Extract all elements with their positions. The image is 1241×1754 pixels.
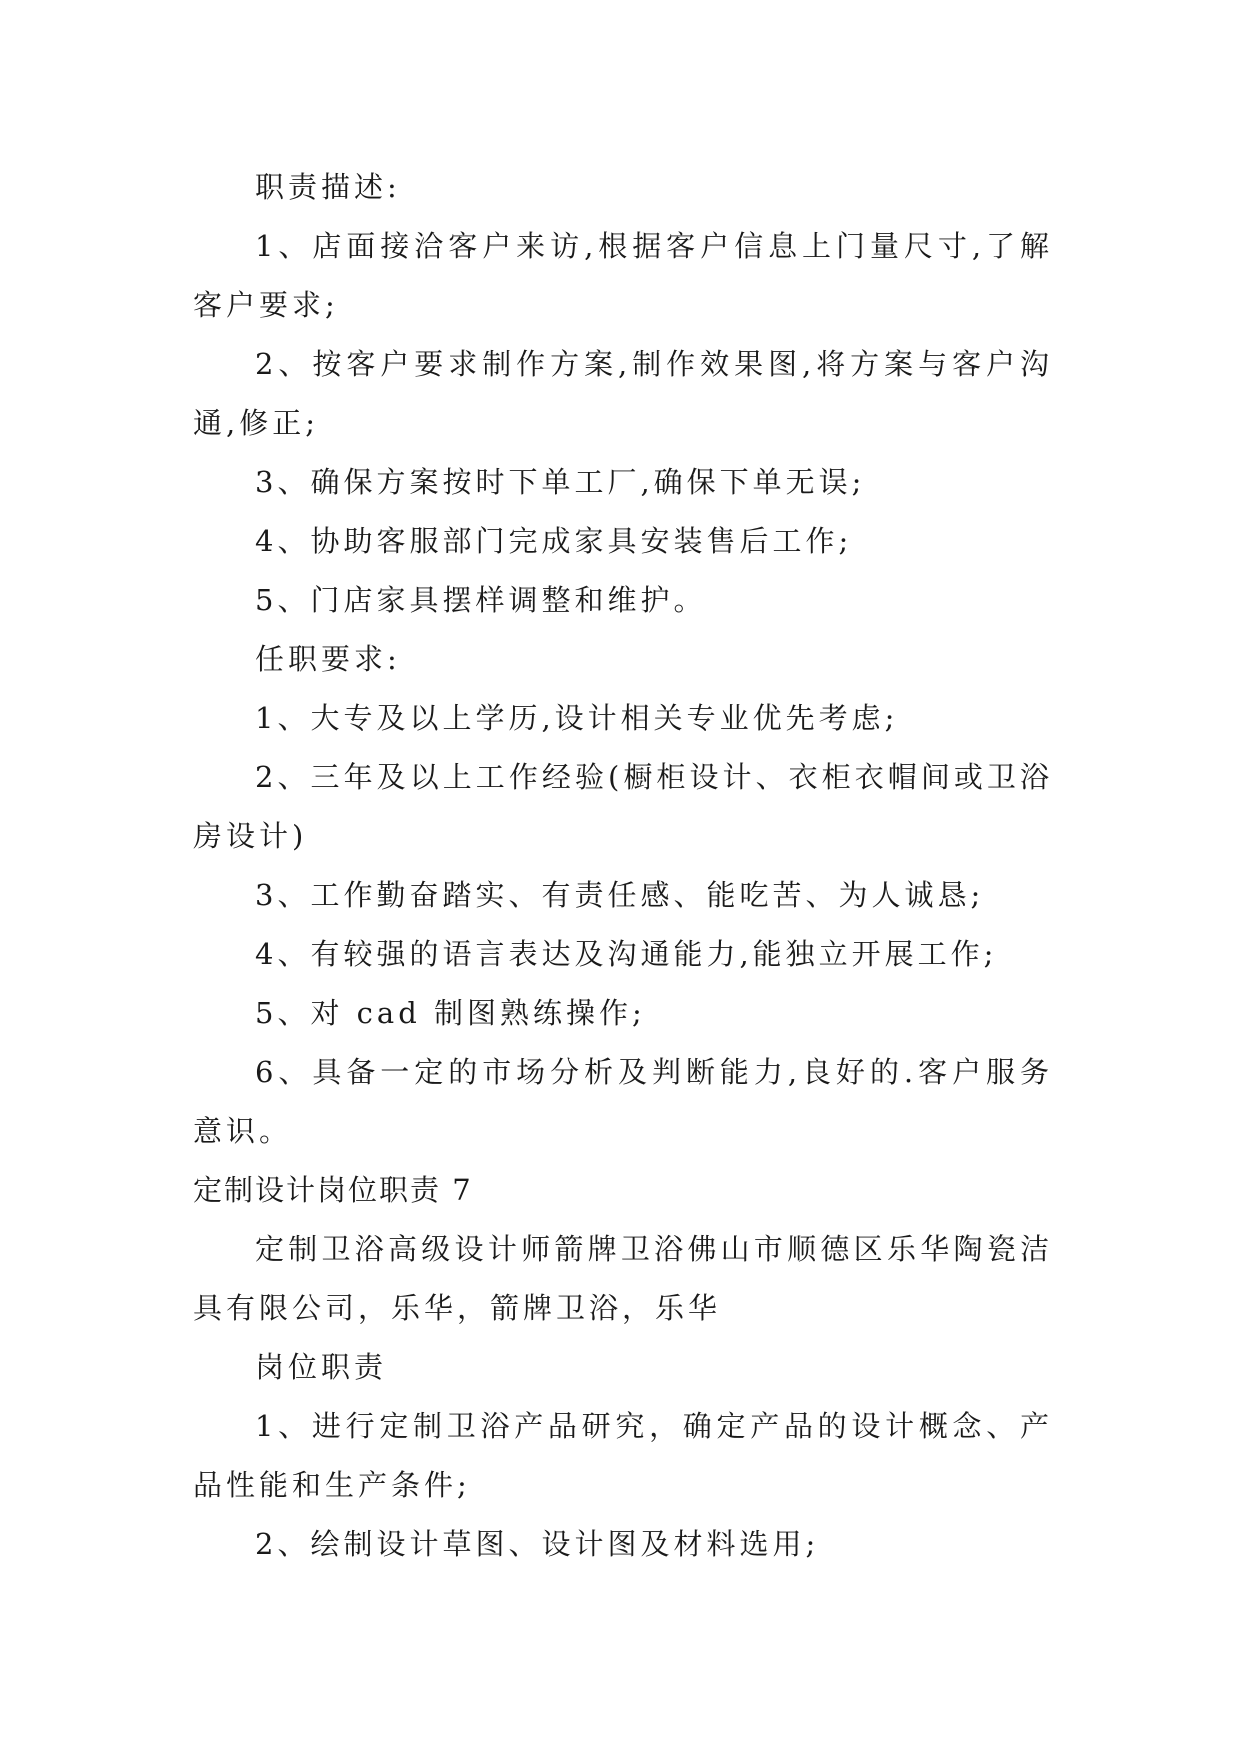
section-duties-heading: 岗位职责 <box>255 1350 388 1384</box>
duty-item-4: 4、协助客服部门完成家具安装售后工作; <box>255 524 853 558</box>
duty-item-3: 3、确保方案按时下单工厂,确保下单无误; <box>255 465 866 499</box>
section-title: 定制设计岗位职责 7 <box>193 1173 473 1207</box>
requirement-item-5: 5、对 cad 制图熟练操作; <box>255 996 646 1030</box>
duties-heading: 职责描述: <box>255 170 401 204</box>
duty-item-1: 1、店面接洽客户来访,根据客户信息上门量尺寸,了解客户要求; <box>193 229 1053 322</box>
duty-item-5: 5、门店家具摆样调整和维护。 <box>255 583 707 617</box>
section-duty-item-2: 2、绘制设计草图、设计图及材料选用; <box>255 1527 820 1561</box>
section-intro: 定制卫浴高级设计师箭牌卫浴佛山市顺德区乐华陶瓷洁具有限公司，乐华，箭牌卫浴，乐华 <box>193 1232 1053 1325</box>
document-body <box>193 158 1053 1574</box>
duty-item-2: 2、按客户要求制作方案,制作效果图,将方案与客户沟通,修正; <box>193 347 1053 440</box>
requirement-item-2: 2、三年及以上工作经验(橱柜设计、衣柜衣帽间或卫浴房设计) <box>193 760 1053 853</box>
requirement-item-3: 3、工作勤奋踏实、有责任感、能吃苦、为人诚恳; <box>255 878 985 912</box>
requirement-item-4: 4、有较强的语言表达及沟通能力,能独立开展工作; <box>255 937 998 971</box>
requirement-item-6: 6、具备一定的市场分析及判断能力,良好的.客户服务意识。 <box>193 1055 1053 1148</box>
requirements-heading: 任职要求: <box>255 642 401 676</box>
section-duty-item-1: 1、进行定制卫浴产品研究，确定产品的设计概念、产品性能和生产条件; <box>193 1409 1053 1502</box>
requirement-item-1: 1、大专及以上学历,设计相关专业优先考虑; <box>255 701 899 735</box>
